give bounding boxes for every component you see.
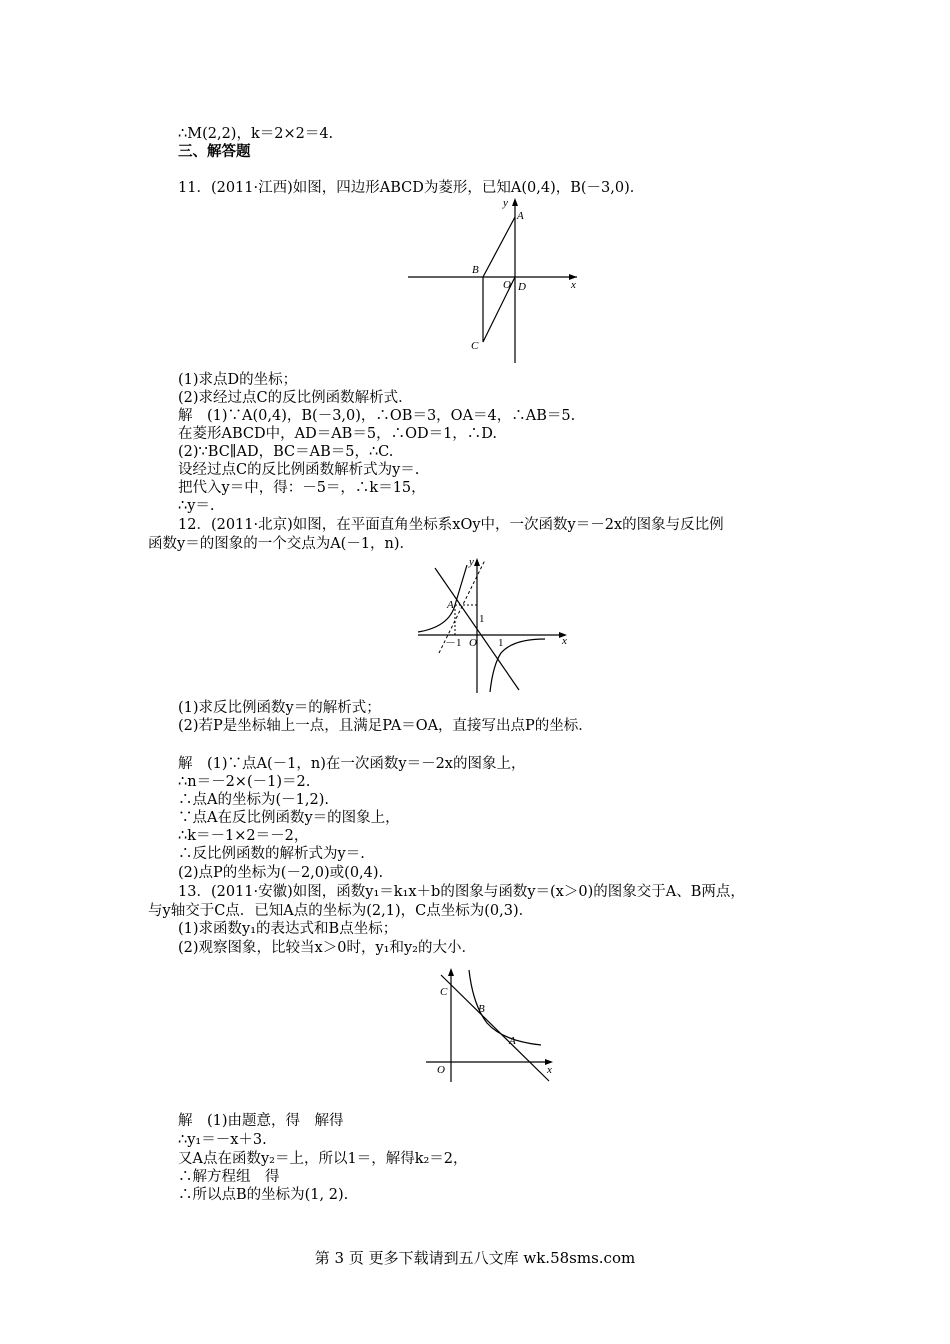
point-D-label: D bbox=[518, 281, 526, 293]
point-A-label: A bbox=[447, 599, 454, 611]
solution-line: ∴y₁＝－x＋3. bbox=[178, 1132, 267, 1148]
origin-label: O bbox=[437, 1064, 445, 1076]
text-line: (1)求点D的坐标； bbox=[178, 372, 298, 388]
solution-line: ∴点A的坐标为(－1,2). bbox=[178, 792, 329, 808]
solution-line: 解 (1)∵点A(－1，n)在一次函数y＝－2x的图象上， bbox=[178, 756, 526, 772]
solution-line: ∴解方程组 得 bbox=[178, 1169, 280, 1185]
x-axis-label: x bbox=[571, 279, 576, 291]
solution-line: ∴反比例函数的解析式为y＝. bbox=[178, 846, 365, 862]
question-13: 13．(2011·安徽)如图，函数y₁＝k₁x＋b的图象与函数y＝(x＞0)的图象交于A、B两点， bbox=[178, 884, 745, 900]
figure-line-hyperbola bbox=[423, 965, 563, 1085]
point-B-label: B bbox=[472, 264, 479, 276]
solution-line: ∵点A在反比例函数y＝的图象上， bbox=[178, 810, 400, 826]
figure-rhombus bbox=[405, 195, 585, 365]
solution-line: (2)点P的坐标为(－2,0)或(0,4). bbox=[178, 865, 384, 881]
text-line: ∴M(2,2)，k＝2×2＝4. bbox=[178, 126, 334, 142]
text-line: (2)观察图象，比较当x＞0时，y₁和y₂的大小． bbox=[178, 940, 476, 956]
question-12-cont: 函数y＝的图象的一个交点为A(－1，n)． bbox=[148, 536, 415, 552]
x-axis-label: x bbox=[547, 1064, 552, 1076]
solution-line: ∴n＝－2×(－1)＝2. bbox=[178, 774, 311, 790]
solution-line: 又A点在函数y₂＝上，所以1＝，解得k₂＝2， bbox=[178, 1151, 468, 1167]
solution-line: ∴所以点B的坐标为(1, 2). bbox=[178, 1187, 349, 1203]
tick-one-x: 1 bbox=[498, 637, 504, 649]
solution-line: (2)∵BC∥AD，BC＝AB＝5，∴C. bbox=[178, 444, 394, 460]
origin-label: O bbox=[503, 279, 511, 291]
question-13-cont: 与y轴交于C点．已知A点的坐标为(2,1)，C点坐标为(0,3)． bbox=[148, 903, 534, 919]
solution-line: 解 (1)由题意，得 解得 bbox=[178, 1113, 344, 1129]
solution-line: 设经过点C的反比例函数解析式为y＝. bbox=[178, 462, 420, 478]
question-12: 12．(2011·北京)如图，在平面直角坐标系xOy中，一次函数y＝－2x的图象与反比例 bbox=[178, 517, 724, 533]
text-line: (1)求反比例函数y＝的解析式； bbox=[178, 700, 381, 716]
point-C-label: C bbox=[440, 986, 448, 998]
tick-one-y: 1 bbox=[479, 613, 485, 625]
text-line: (2)求经过点C的反比例函数解析式． bbox=[178, 390, 413, 406]
solution-line: 解 (1)∵A(0,4)，B(－3,0)，∴OB＝3，OA＝4，∴AB＝5. bbox=[178, 408, 576, 424]
point-C-label: C bbox=[471, 340, 479, 352]
solution-line: 把代入y＝中，得：－5＝，∴k＝15， bbox=[178, 480, 426, 496]
y-axis-label: y bbox=[503, 197, 508, 209]
y-axis-label: y bbox=[469, 556, 474, 568]
x-axis-label: x bbox=[562, 635, 567, 647]
solution-line: ∴k＝－1×2＝－2， bbox=[178, 828, 309, 844]
tick-neg-one: －1 bbox=[445, 637, 462, 649]
question-11: 11．(2011·江西)如图，四边形ABCD为菱形，已知A(0,4)，B(－3,0)． bbox=[178, 180, 645, 196]
point-A-label: A bbox=[517, 210, 524, 222]
point-A-label: A bbox=[509, 1035, 516, 1047]
page-footer: 第 3 页 更多下载请到五八文库 wk.58sms.com bbox=[314, 1249, 636, 1267]
solution-line: ∴y＝. bbox=[178, 498, 215, 514]
point-B-label: B bbox=[478, 1003, 485, 1015]
solution-line: 在菱形ABCD中，AD＝AB＝5，∴OD＝1，∴D. bbox=[178, 426, 498, 442]
origin-label: O bbox=[469, 637, 477, 649]
text-line: (1)求函数y₁的表达式和B点坐标； bbox=[178, 921, 398, 937]
figure-hyperbola-line bbox=[415, 555, 575, 695]
text-line: (2)若P是坐标轴上一点，且满足PA＝OA，直接写出点P的坐标． bbox=[178, 718, 593, 734]
section-heading: 三、解答题 bbox=[178, 143, 251, 160]
